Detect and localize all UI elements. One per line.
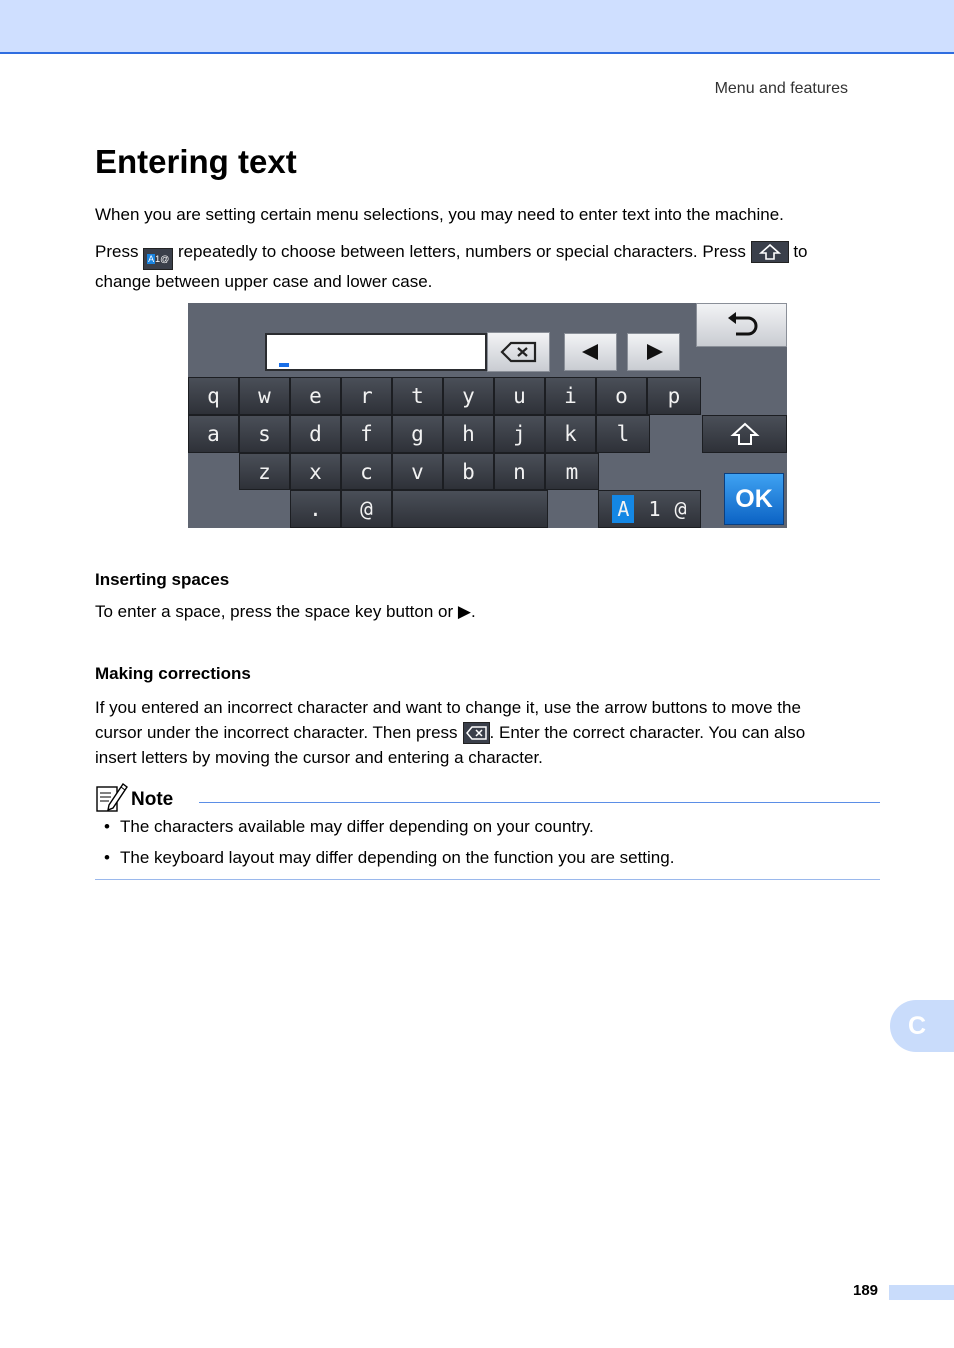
page-number-bar: [889, 1285, 954, 1300]
running-head: Menu and features: [714, 80, 848, 97]
key-w[interactable]: w: [239, 377, 290, 415]
backspace-key[interactable]: [487, 332, 550, 372]
key-h[interactable]: h: [443, 415, 494, 453]
key-p[interactable]: p: [647, 377, 701, 415]
ok-key[interactable]: OK: [724, 473, 784, 525]
mode-letters: A: [612, 495, 634, 523]
right-arrow-icon: [641, 343, 667, 361]
note-pencil-icon: [95, 781, 128, 813]
key-x[interactable]: x: [290, 453, 341, 490]
shift-key[interactable]: [702, 415, 787, 453]
intro-text-a: Press: [95, 242, 139, 261]
note-item: • The keyboard layout may differ depending on the function you are setting.: [104, 848, 675, 867]
right-arrow-key[interactable]: [627, 333, 680, 371]
corrections-line-2b: . Enter the correct character. You can also: [489, 723, 806, 742]
key-m[interactable]: m: [545, 453, 599, 490]
mode-key-icon: A1@: [143, 248, 173, 270]
key-d[interactable]: d: [290, 415, 341, 453]
note-label: Note: [131, 789, 174, 810]
key-t[interactable]: t: [392, 377, 443, 415]
page-title: Entering text: [95, 143, 297, 180]
inserting-spaces-text: To enter a space, press the space key button or ▶.: [95, 602, 476, 621]
key-u[interactable]: u: [494, 377, 545, 415]
intro-text-b: repeatedly to choose between letters, numbers or special characters. Press: [177, 242, 746, 261]
key-a[interactable]: a: [188, 415, 239, 453]
corrections-paragraph: [95, 695, 895, 770]
key-i[interactable]: i: [545, 377, 596, 415]
key-z[interactable]: z: [239, 453, 290, 490]
key-c[interactable]: c: [341, 453, 392, 490]
backspace-key-icon: [463, 722, 490, 744]
corrections-line-2a: cursor under the incorrect character. Then press: [95, 723, 458, 742]
left-arrow-key[interactable]: [564, 333, 617, 371]
mode-key[interactable]: [598, 490, 701, 528]
key-o[interactable]: o: [596, 377, 647, 415]
back-arrow-icon: [722, 310, 762, 340]
key-f[interactable]: f: [341, 415, 392, 453]
touchscreen-keyboard: [188, 303, 787, 528]
key-b[interactable]: b: [443, 453, 494, 490]
text-entry-field[interactable]: [265, 333, 487, 371]
mode-symbols: @: [674, 497, 687, 521]
intro-text-d: change between upper case and lower case.: [95, 272, 433, 291]
key-e[interactable]: e: [290, 377, 341, 415]
inserting-spaces-heading: Inserting spaces: [95, 570, 230, 589]
note-item: • The characters available may differ depending on your country.: [104, 817, 594, 836]
making-corrections-heading: Making corrections: [95, 664, 251, 683]
key-period[interactable]: .: [290, 490, 341, 528]
key-r[interactable]: r: [341, 377, 392, 415]
key-q[interactable]: q: [188, 377, 239, 415]
back-key[interactable]: [696, 303, 787, 347]
left-arrow-icon: [578, 343, 604, 361]
key-v[interactable]: v: [392, 453, 443, 490]
shift-icon: [728, 421, 762, 447]
intro-paragraph-2: [95, 240, 885, 293]
key-y[interactable]: y: [443, 377, 494, 415]
mode-numbers: 1: [648, 497, 661, 521]
intro-paragraph-1: When you are setting certain menu selections, you may need to enter text into the machine.: [95, 205, 784, 224]
key-j[interactable]: j: [494, 415, 545, 453]
intro-text-c: to: [793, 242, 808, 261]
key-n[interactable]: n: [494, 453, 545, 490]
key-l[interactable]: l: [596, 415, 650, 453]
space-key[interactable]: [392, 490, 548, 528]
text-cursor: [279, 363, 289, 367]
page-number: 189: [853, 1282, 879, 1299]
key-g[interactable]: g: [392, 415, 443, 453]
chapter-tab: C: [890, 1000, 954, 1052]
corrections-line-3: insert letters by moving the cursor and entering a character.: [95, 748, 543, 767]
key-at[interactable]: @: [341, 490, 392, 528]
top-band: [0, 0, 954, 54]
note-list: [104, 815, 674, 877]
backspace-icon: [499, 340, 539, 364]
note-divider: [199, 802, 880, 803]
key-s[interactable]: s: [239, 415, 290, 453]
note-bottom-divider: [95, 879, 880, 880]
key-k[interactable]: k: [545, 415, 596, 453]
corrections-line-1: If you entered an incorrect character and want to change it, use the arrow buttons to move the: [95, 698, 801, 717]
shift-key-icon: [751, 241, 789, 263]
note-header: [95, 781, 173, 813]
